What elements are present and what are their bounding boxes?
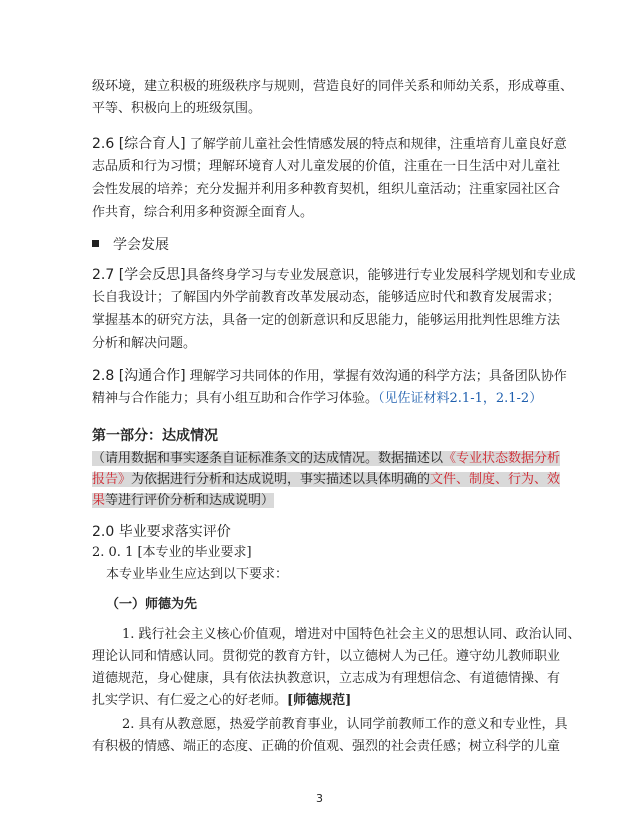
bullet-heading xyxy=(92,236,562,255)
note-highlight: 文件、制度、行为、效 xyxy=(430,472,561,487)
section-label: 2.6 [综合育人] xyxy=(92,136,186,152)
paragraph-line: 掌握基本的研究方法，具备一定的创新意识和反思能力，能够运用批判性思维方法 xyxy=(92,313,561,328)
paragraph-line: 分析和解决问题。 xyxy=(92,336,197,351)
requirement-tag: [师德规范] xyxy=(287,693,352,708)
paragraph-text: 扎实学识、有仁爱之心的好老师。 xyxy=(92,693,288,708)
section-label: 2.7 [学会反思] xyxy=(92,267,186,283)
instruction-note-line xyxy=(92,471,562,489)
paragraph-line: 道德规范，身心健康，具有依法执教意识，立志成为有理想信念、有道德情操、有 xyxy=(92,671,561,686)
note-text: （请用数据和事实逐条自证标准条文的达成情况。数据描述以 xyxy=(92,451,444,466)
section-text: 理解学习共同体的作用，掌握有效沟通的科学方法；具备团队协作 xyxy=(189,369,567,384)
paragraph-line: 会性发展的培养；充分发掘并利用多种教育契机，组织儿童活动；注重家园社区合 xyxy=(92,182,561,197)
section-heading-2-0: 2.0 毕业要求落实评价 xyxy=(92,524,231,540)
paragraph-line: 平等、积极向上的班级氛围。 xyxy=(92,101,262,116)
page-number: 3 xyxy=(316,792,323,805)
paragraph-line: 理论认同和情感认同。贯彻党的教育方针，以立德树人为己任。遵守幼儿教师职业 xyxy=(92,649,561,664)
section-text: 了解学前儿童社会性情感发展的特点和规律，注重培育儿童良好意 xyxy=(189,137,567,152)
paragraph-line: 长自我设计；了解国内外学前教育改革发展动态，能够适应时代和教育发展需求； xyxy=(92,290,561,305)
note-text: 为依据进行分析和达成说明，事实描述以具体明确的 xyxy=(131,472,431,487)
paragraph-line: 2. 具有从教意愿，热爱学前教育事业，认同学前教师工作的意义和专业性，具 xyxy=(122,717,568,732)
paragraph-line: 作共育，综合利用多种资源全面育人。 xyxy=(92,205,314,220)
part-heading: 第一部分：达成情况 xyxy=(92,428,218,444)
paragraph-line: 有积极的情感、端正的态度、正确的价值观、强烈的社会责任感；树立科学的儿童 xyxy=(92,739,561,754)
evidence-reference: （见佐证材料2.1-1，2.1-2） xyxy=(378,391,543,406)
square-bullet-icon xyxy=(92,240,99,247)
intro-line: 本专业毕业生应达到以下要求： xyxy=(106,567,289,582)
section-text: 具备终身学习与专业发展意识，能够进行专业发展科学规划和专业成 xyxy=(185,268,576,283)
note-highlight: 果 xyxy=(92,493,106,508)
section-2-8 xyxy=(92,367,567,386)
subsection-heading-2-0-1: 2. 0. 1 [本专业的毕业要求] xyxy=(92,545,252,560)
section-label: 2.8 [沟通合作] xyxy=(92,368,186,384)
note-highlight: 报告》 xyxy=(92,472,132,487)
section-2-6 xyxy=(92,135,567,154)
instruction-note-line xyxy=(92,450,562,468)
bullet-heading-text: 学会发展 xyxy=(113,237,169,253)
sub-heading: （一）师德为先 xyxy=(106,597,198,612)
paragraph-line xyxy=(92,692,562,710)
note-text: 等进行评价分析和达成说明） xyxy=(105,493,275,508)
note-highlight: 《专业状态数据分析 xyxy=(443,451,561,466)
paragraph-line xyxy=(92,390,562,408)
paragraph-line: 级环境，建立积极的班级秩序与规则，营造良好的同伴关系和师幼关系，形成尊重、 xyxy=(92,79,574,94)
paragraph-line: 志品质和行为习惯；理解环境育人对儿童发展的价值，注重在一日生活中对儿童社 xyxy=(92,159,561,174)
section-2-7 xyxy=(92,266,576,285)
paragraph-text: 精神与合作能力；具有小组互助和合作学习体验。 xyxy=(92,391,379,406)
instruction-note-line xyxy=(92,492,562,510)
paragraph-line: 1. 践行社会主义核心价值观，增进对中国特色社会主义的思想认同、政治认同、 xyxy=(122,627,581,642)
